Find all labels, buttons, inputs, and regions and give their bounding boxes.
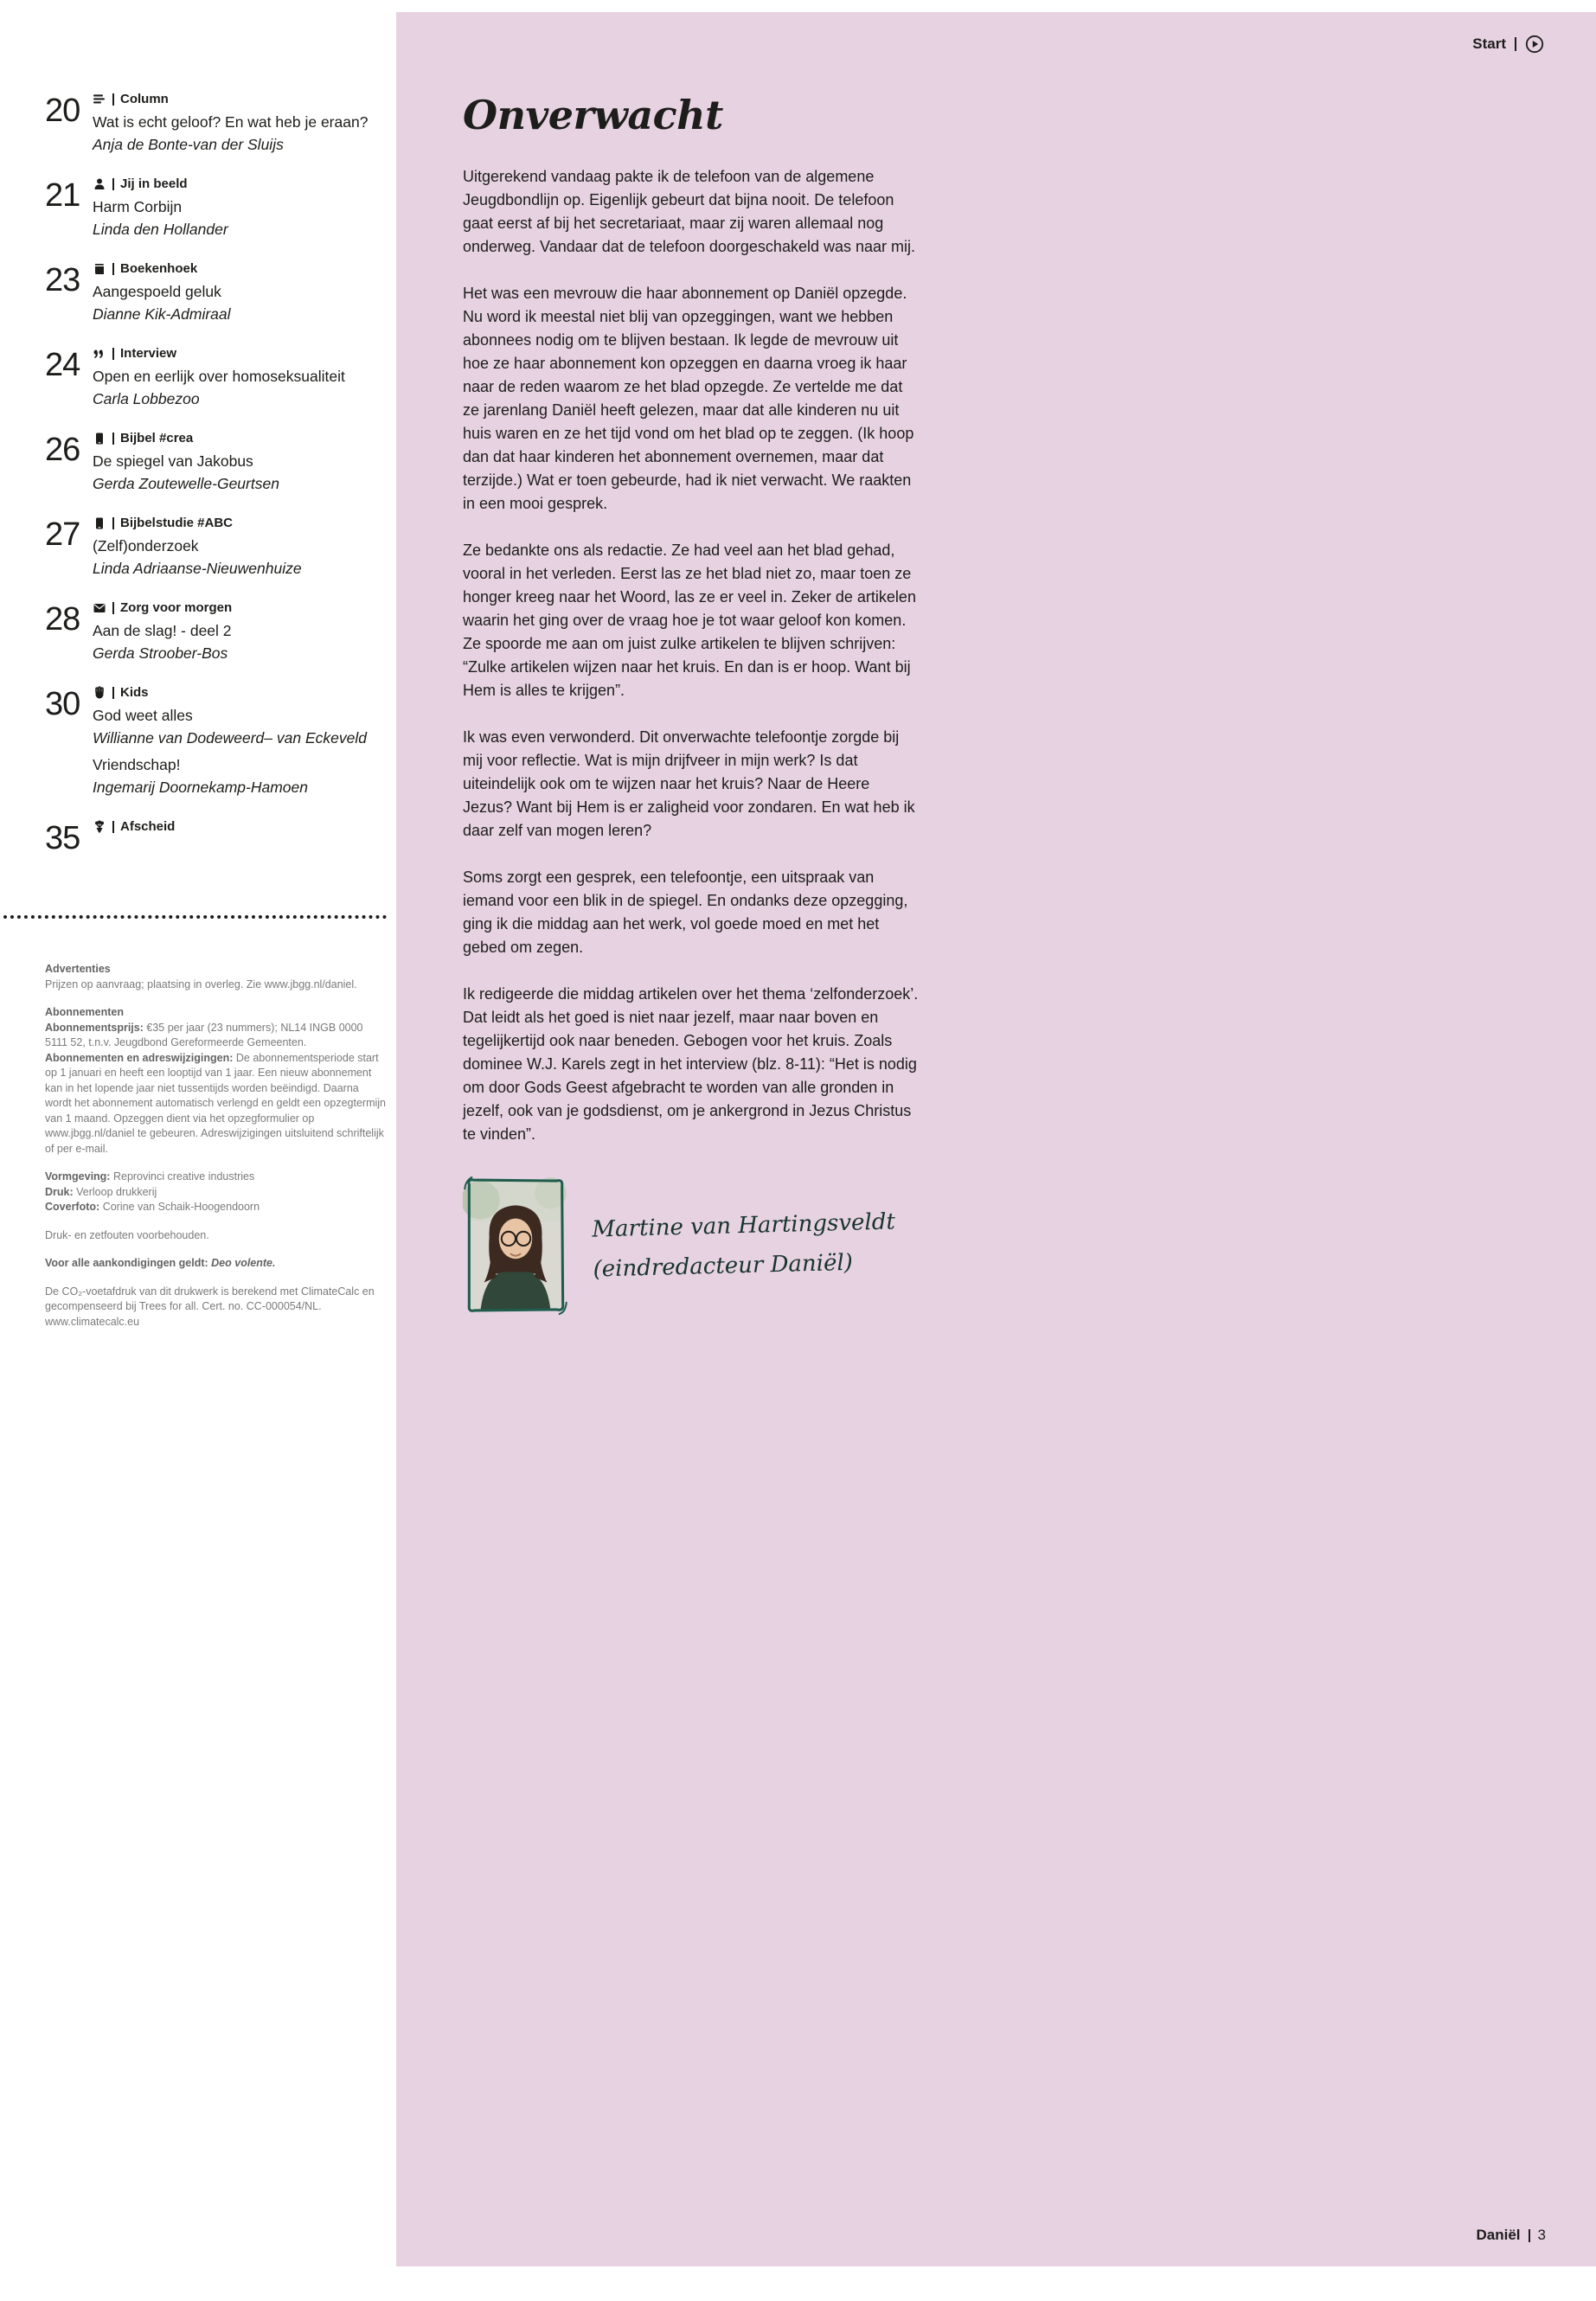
colophon-label: Druk: bbox=[45, 1185, 74, 1198]
toc-entry-author: Carla Lobbezoo bbox=[93, 390, 200, 407]
divider bbox=[1515, 37, 1516, 51]
toc-item-bijbelstudie-abc[interactable] bbox=[45, 516, 393, 580]
start-button[interactable] bbox=[1472, 35, 1544, 54]
divider bbox=[1529, 2229, 1530, 2242]
colophon-advertenties bbox=[45, 962, 386, 992]
toc-entry-title: Harm Corbijn bbox=[93, 198, 183, 215]
article-title: Onverwacht bbox=[463, 92, 723, 138]
dotted-divider bbox=[3, 915, 387, 919]
toc-entry-title: Wat is echt geloof? En wat heb je eraan? bbox=[93, 113, 369, 131]
quote-icon bbox=[93, 347, 106, 361]
colophon-abonnementen bbox=[45, 1005, 386, 1157]
signature-role: (eindredacteur Daniël) bbox=[593, 1249, 854, 1283]
start-label: Start bbox=[1472, 35, 1506, 52]
toc-category-label: Afscheid bbox=[120, 819, 176, 834]
toc-page-number: 26 bbox=[45, 432, 80, 468]
magazine-brand: Daniël bbox=[1476, 2227, 1521, 2243]
editorial-article bbox=[463, 92, 921, 1316]
article-paragraph: Ik redigeerde die middag artikelen over het thema ‘zelfonderzoek’. Dat leidt als het goed is niet naar jezelf, maar naar boven en tegelijkertijd ook naar beneden. Gebogen voor het kruis. Zoals dominee W.J. Karels zegt in het interview (blz. 8-11): “Het is nodig om door Gods Geest afgebracht te worden van alle gronden in jezelf, ook van je godsdienst, om je ankergrond in Jezus Christus te vinden”. bbox=[463, 985, 919, 1144]
page-number: 3 bbox=[1537, 2227, 1546, 2243]
toc-entry-title: (Zelf)onderzoek bbox=[93, 537, 199, 554]
toc-item-kids[interactable] bbox=[45, 685, 393, 798]
toc-entry-title: Aangespoeld geluk bbox=[93, 283, 221, 300]
colophon-text: Vormgeving: Reprovinci creative industries bbox=[45, 1170, 255, 1183]
colophon-credits bbox=[45, 1170, 386, 1215]
divider bbox=[112, 602, 114, 614]
divider bbox=[112, 93, 114, 106]
toc-category-label: Interview bbox=[120, 346, 177, 361]
signature-block bbox=[463, 1176, 921, 1316]
toc-entry-author: Linda den Hollander bbox=[93, 221, 228, 238]
signature-name: Martine van Hartingsveldt bbox=[592, 1208, 896, 1243]
divider bbox=[112, 433, 114, 445]
divider bbox=[112, 821, 114, 833]
toc-category-label: Boekenhoek bbox=[120, 261, 198, 276]
divider bbox=[112, 348, 114, 360]
colophon-heading: Advertenties bbox=[45, 963, 111, 975]
article-paragraph: Het was een mevrouw die haar abonnement op Daniël opzegde. Nu word ik meestal niet blij van opzeggingen, want we hebben abonnees nodig om te blijven bestaan. Ik legde de mevrouw uit hoe ze haar abonnement kon opzeggen en daarna vroeg ik haar naar de reden waarom ze het blad opzegde. Ze vertelde me dat ze jarenlang Daniël heeft gelezen, maar dat alle kinderen nu uit huis waren en ze het tijd vond om het blad op te zeggen. (Ik hoop dan dat haar kinderen het abonnement overnemen, maar dat terzijde.) Wat er toen gebeurde, had ik niet verwacht. We raakten in een mooi gesprek. bbox=[463, 285, 914, 513]
article-paragraph: Ze bedankte ons als redactie. Ze had veel aan het blad gehad, vooral in het verleden. Eerst las ze het blad niet zo, maar toen ze honger kreeg naar het Woord, las ze er veel in. Zeker de artikelen waarin het ging over de vraag hoe je tot waar geloof kon komen. Ze spoorde me aan om juist zulke artikelen te blijven schrijven: “Zulke artikelen wijzen naar het kruis. En dan is er hoop. Want bij Hem is alles te krijgen”. bbox=[463, 542, 916, 700]
colophon-text: Coverfoto: Corine van Schaik-Hoogendoorn bbox=[45, 1201, 260, 1213]
handwritten-signature bbox=[592, 1202, 897, 1290]
colophon-text: Abonnementsprijs: €35 per jaar (23 nummers); NL14 INGB 0000 5111 52, t.n.v. Jeugdbond Gereformeerde Gemeenten. bbox=[45, 1021, 363, 1048]
toc-entry-author: Gerda Stroober-Bos bbox=[93, 644, 228, 662]
toc-category-label: Bijbelstudie #ABC bbox=[120, 516, 234, 530]
toc-item-boekenhoek[interactable] bbox=[45, 261, 393, 325]
article-paragraph: Uitgerekend vandaag pakte ik de telefoon van de algemene Jeugdbondlijn op. Eigenlijk gebeurt dat bijna nooit. De telefoon gaat eerst af bij het secretariaat, maar zij waren allemaal nog onderweg. Vandaar dat de telefoon doorgeschakeld was naar mij. bbox=[463, 168, 916, 256]
toc-page-number: 28 bbox=[45, 601, 80, 638]
toc-entry-author: Gerda Zoutewelle-Geurtsen bbox=[93, 475, 279, 492]
table-of-contents bbox=[45, 92, 393, 855]
toc-page-number: 21 bbox=[45, 177, 80, 214]
toc-entry-author: Ingemarij Doornekamp-Hamoen bbox=[93, 779, 308, 796]
editorial-panel bbox=[396, 12, 1596, 2266]
article-paragraph: Soms zorgt een gesprek, een telefoontje, een uitspraak van iemand voor een blik in de spiegel. En ondanks deze opzegging, ging ik die middag aan het werk, vol goede moed en met het gebed om zegen. bbox=[463, 868, 908, 957]
divider bbox=[112, 178, 114, 190]
divider bbox=[112, 517, 114, 529]
person-icon bbox=[93, 177, 106, 191]
toc-entry-title: Open en eerlijk over homoseksualiteit bbox=[93, 368, 345, 385]
toc-item-zorg-voor-morgen[interactable] bbox=[45, 600, 393, 664]
colophon-label: Vormgeving: bbox=[45, 1170, 111, 1183]
toc-page-number: 30 bbox=[45, 686, 80, 722]
toc-page-number: 23 bbox=[45, 262, 80, 298]
toc-page-number: 35 bbox=[45, 820, 80, 856]
play-circle-icon[interactable] bbox=[1525, 35, 1544, 54]
toc-category-label: Jij in beeld bbox=[120, 176, 188, 191]
toc-entry-title: God weet alles bbox=[93, 707, 193, 724]
colophon-errata: Druk- en zetfouten voorbehouden. bbox=[45, 1228, 209, 1241]
toc-category-label: Kids bbox=[120, 685, 149, 700]
toc-entry-author: Willianne van Dodeweerd– van Eckeveld bbox=[93, 729, 367, 747]
colophon-label: Voor alle aankondigingen geldt: bbox=[45, 1257, 208, 1269]
colophon-text: Abonnementen en adreswijzigingen: De abonnementsperiode start op 1 januari en heeft een looptijd van 1 jaar. Een nieuw abonnement kan in het lopende jaar niet tussentijds worden beëindigd. Daarna wordt het abonnement automatisch verlengd en geldt een opzegtermijn van 1 maand. Opzeggen dient via het opzegformulier op www.jbgg.nl/daniel te gebeuren. Adreswijzigingen uitsluitend schriftelijk of per e-mail. bbox=[45, 1051, 387, 1155]
toc-item-jij-in-beeld[interactable] bbox=[45, 176, 393, 240]
toc-item-bijbel-crea[interactable] bbox=[45, 431, 393, 495]
editor-portrait-photo bbox=[463, 1176, 568, 1316]
colophon-co2: De CO₂-voetafdruk van dit drukwerk is berekend met ClimateCalc en gecompenseerd bij Trees for all. Cert. no. CC-000054/NL. www.climatecalc.eu bbox=[45, 1285, 375, 1328]
divider bbox=[112, 687, 114, 699]
envelope-icon bbox=[93, 601, 106, 615]
toc-item-interview[interactable] bbox=[45, 346, 393, 410]
toc-entry-title: Vriendschap! bbox=[93, 756, 181, 773]
colophon-text: Prijzen op aanvraag; plaatsing in overleg. Zie www.jbgg.nl/daniel. bbox=[45, 977, 357, 990]
toc-page-number: 20 bbox=[45, 93, 80, 129]
smartphone-icon bbox=[93, 432, 106, 445]
toc-category-label: Column bbox=[120, 92, 169, 106]
colophon-label: Abonnementen en adreswijzigingen: bbox=[45, 1051, 234, 1064]
toc-item-afscheid[interactable] bbox=[45, 819, 393, 855]
colophon-text: Druk: Verloop drukkerij bbox=[45, 1185, 157, 1198]
smartphone-icon bbox=[93, 516, 106, 530]
toc-entry-author: Anja de Bonte-van der Sluijs bbox=[93, 136, 284, 153]
toc-entry-title: Aan de slag! - deel 2 bbox=[93, 622, 232, 639]
book-icon bbox=[93, 262, 106, 276]
toc-category-label: Zorg voor morgen bbox=[120, 600, 233, 615]
toc-item-column[interactable] bbox=[45, 92, 393, 156]
colophon-aankondigingen: Voor alle aankondigingen geldt: Deo volente. bbox=[45, 1257, 276, 1269]
colophon bbox=[45, 962, 386, 1343]
colophon-label: Abonnementsprijs: bbox=[45, 1021, 144, 1034]
toc-entry-author: Dianne Kik-Admiraal bbox=[93, 305, 231, 323]
text-lines-icon bbox=[93, 93, 106, 106]
divider bbox=[112, 263, 114, 275]
toc-entry-author: Linda Adriaanse-Nieuwenhuize bbox=[93, 560, 302, 577]
bouquet-icon bbox=[93, 820, 106, 834]
toc-category-label: Bijbel #crea bbox=[120, 431, 194, 445]
article-paragraph: Ik was even verwonderd. Dit onverwachte telefoontje zorgde bij mij voor reflectie. Wat is mijn drijfveer in mijn werk? Is dat uiteindelijk ook om te wijzen naar het kruis? Naar de Heere Jezus? Want bij Hem is er zaligheid voor zondaren. En wat heb ik daar zelf van mogen leren? bbox=[463, 728, 915, 840]
toc-page-number: 27 bbox=[45, 516, 80, 553]
toc-page-number: 24 bbox=[45, 347, 80, 383]
colophon-label: Coverfoto: bbox=[45, 1201, 100, 1213]
toc-entry-title: De spiegel van Jakobus bbox=[93, 452, 253, 470]
page-footer bbox=[1477, 2227, 1547, 2244]
colophon-heading: Abonnementen bbox=[45, 1006, 124, 1018]
hand-icon bbox=[93, 686, 106, 700]
